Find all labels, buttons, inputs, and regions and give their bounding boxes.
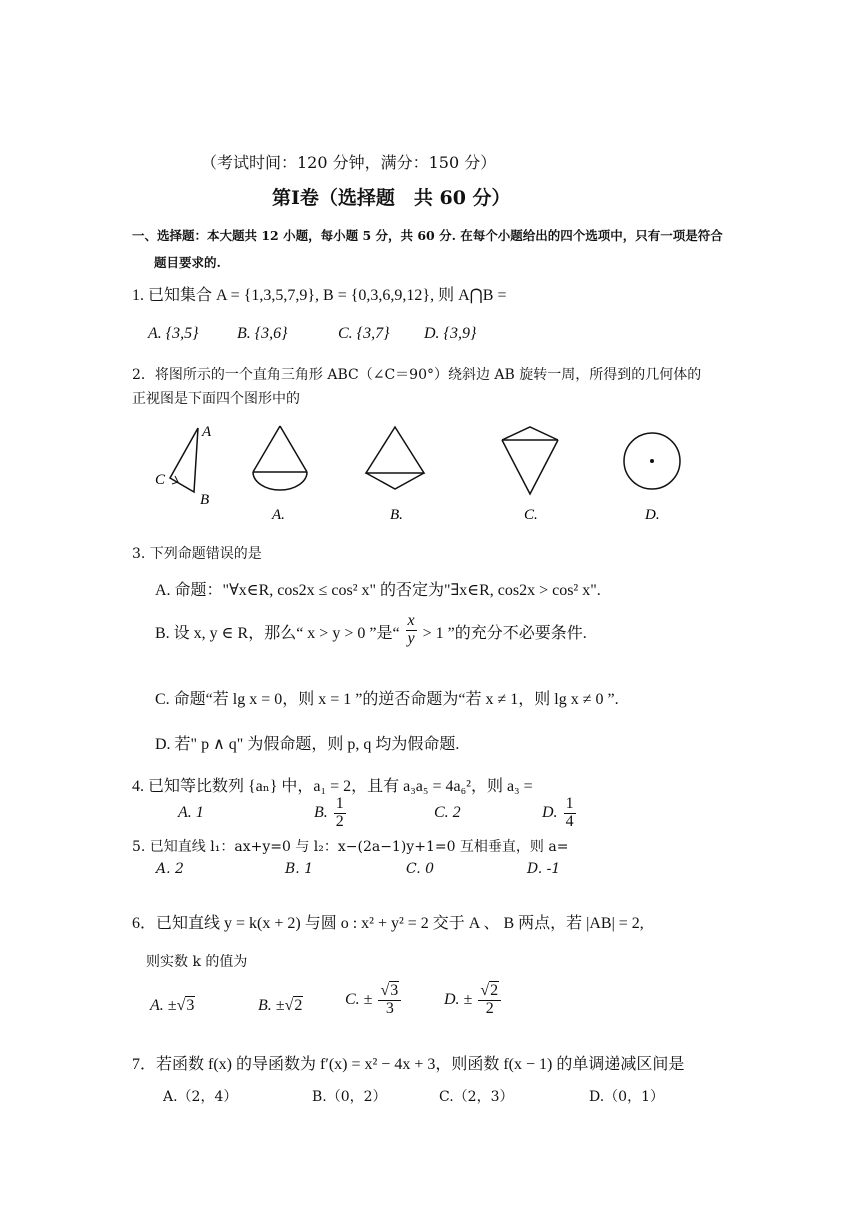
q1-option-b: B. {3,6} — [237, 325, 288, 342]
q4-option-a: A. 1 — [178, 804, 204, 821]
q4-stem: 4. 已知等比数列 {aₙ} 中，a₁ = 2，且有 a₃a₅ = 4a₆²，则 a₃ = — [132, 778, 533, 795]
right-triangle-abc — [155, 424, 212, 508]
q6-option-c-fraction — [378, 983, 401, 1018]
q3-option-b — [155, 612, 587, 648]
q3-option-b-text: B. 设 x, y ∈ R，那么“ x > y > 0 ”是“ — [155, 625, 400, 642]
option-b-shape — [366, 427, 424, 489]
q3-stem: 3. 下列命题错误的是 — [132, 546, 262, 562]
fraction-denominator: 3 — [385, 999, 394, 1017]
q2-figure — [150, 418, 710, 530]
q4-option-d-fraction — [564, 796, 576, 831]
q4-option-b — [314, 796, 348, 831]
fraction-denominator: 4 — [565, 812, 574, 830]
q7-option-b: B.（0，2） — [312, 1089, 387, 1105]
fraction-denominator: 2 — [335, 812, 344, 830]
option-a-shape — [253, 426, 307, 490]
q4-option-b-label: B. — [314, 803, 328, 821]
q6-option-d — [444, 983, 503, 1018]
q2-stem: 2．将图所示的一个直角三角形 ABC（∠C＝90°）绕斜边 AB 旋转一周，所得到的几何体的 — [132, 367, 702, 383]
q7-option-c: C.（2，3） — [439, 1089, 514, 1105]
q6-option-a-label: A. ± — [150, 997, 177, 1014]
sqrt-radicand: 3 — [186, 997, 195, 1014]
q6-stem: 6．已知直线 y = k(x + 2) 与圆 o : x² + y² = 2 交于 A 、 B 两点，若 |AB| = 2, — [132, 915, 644, 932]
option-c-shape — [502, 427, 558, 494]
vertex-label-c: C — [155, 472, 166, 488]
q6-option-b-label: B. ± — [258, 997, 285, 1014]
q5-option-d: D. -1 — [527, 861, 561, 877]
figure-label-c: C. — [524, 507, 538, 523]
q2-stem-cont: 正视图是下面四个图形中的 — [132, 391, 300, 407]
figure-label-a: A. — [272, 507, 285, 523]
vertex-label-a: A — [202, 424, 212, 440]
sqrt-sign: √ — [284, 997, 294, 1014]
figure-label-d: D. — [645, 507, 660, 523]
q7-option-d: D.（0，1） — [589, 1089, 664, 1105]
part-title: 第Ⅰ卷（选择题 共 60 分） — [272, 187, 511, 209]
q4-option-d — [542, 796, 578, 831]
vertex-label-b: B — [200, 492, 210, 508]
fraction-denominator: 2 — [485, 999, 494, 1017]
fraction-numerator: √3 — [378, 983, 401, 1001]
sqrt-radicand: 2 — [294, 997, 303, 1014]
fraction-numerator: x — [407, 612, 415, 630]
q3-option-c: C. 命题“若 lg x = 0，则 x = 1 ”的逆否命题为“若 x ≠ 1，则 lg x ≠ 0 ”. — [155, 691, 619, 708]
section-instruction: 一、选择题：本大题共 12 小题，每小题 5 分，共 60 分. 在每个小题给出的四个选项中，只有一项是符合 — [132, 228, 723, 243]
fraction-numerator: 1 — [335, 795, 344, 812]
sqrt-radicand: 3 — [390, 982, 399, 999]
q1-option-d: D. {3,9} — [424, 325, 477, 342]
q5-stem: 5. 已知直线 l₁：ax+y=0 与 l₂：x−(2a−1)y+1=0 互相垂直，则 a= — [132, 839, 569, 855]
q4-option-d-label: D. — [542, 803, 558, 821]
q6-option-d-fraction — [478, 983, 501, 1018]
q7-option-a: A.（2，4） — [163, 1089, 238, 1105]
q3-option-d: D. 若" p ∧ q" 为假命题，则 p, q 均为假命题. — [155, 736, 460, 753]
q5-option-a: A. 2 — [156, 861, 184, 877]
q6-option-d-label: D. ± — [444, 990, 473, 1008]
q7-stem: 7．若函数 f(x) 的导函数为 f′(x) = x² − 4x + 3，则函数 f(x − 1) 的单调递减区间是 — [132, 1056, 685, 1073]
figure-label-b: B. — [390, 507, 403, 523]
q6-option-c — [345, 983, 403, 1018]
q6-option-a — [150, 997, 195, 1015]
fraction-numerator: 1 — [565, 795, 574, 812]
q3-option-b-fraction — [406, 613, 417, 648]
sqrt-sign: √ — [176, 997, 186, 1014]
q4-option-b-fraction — [334, 796, 346, 831]
q5-option-b: B. 1 — [285, 861, 314, 877]
q1-option-c: C. {3,7} — [338, 325, 390, 342]
q6-stem-cont: 则实数 k 的值为 — [146, 954, 248, 970]
q3-option-b-text-end: > 1 ”的充分不必要条件. — [422, 625, 587, 642]
q6-option-b — [258, 997, 303, 1015]
fraction-numerator: √2 — [478, 983, 501, 1001]
section-instruction-cont: 题目要求的. — [154, 255, 221, 270]
q4-option-c: C. 2 — [434, 804, 461, 821]
q3-option-a: A. 命题："∀x∈R, cos2x ≤ cos² x" 的否定为"∃x∈R, cos2x > cos² x". — [155, 582, 601, 599]
q5-option-c: C. 0 — [406, 861, 435, 877]
sqrt-radicand: 2 — [490, 982, 499, 999]
q6-option-c-label: C. ± — [345, 990, 373, 1008]
option-d-shape — [624, 433, 680, 489]
q1-stem: 1. 已知集合 A = {1,3,5,7,9}, B = {0,3,6,9,12}, 则 A⋂B = — [132, 287, 507, 304]
fraction-denominator: y — [407, 629, 415, 647]
q1-option-a: A. {3,5} — [148, 325, 199, 342]
exam-time: （考试时间：120 分钟，满分：150 分） — [201, 153, 497, 172]
